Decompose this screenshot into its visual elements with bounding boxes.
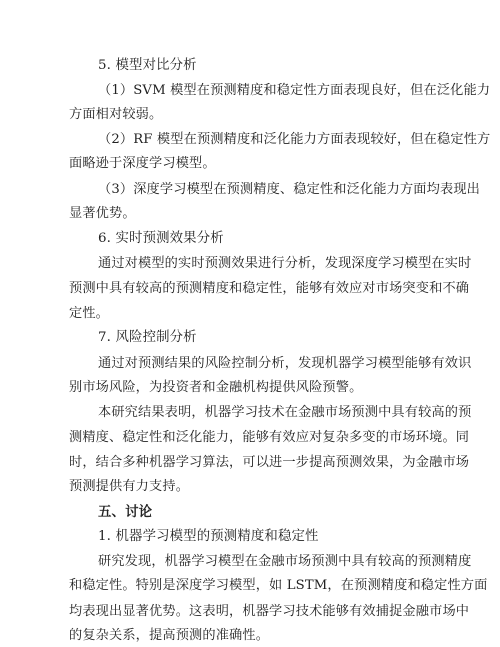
paragraph-line: 通过对模型的实时预测效果进行分析，发现深度学习模型在实时 bbox=[98, 256, 472, 272]
paragraph-line: （2）RF 模型在预测精度和泛化能力方面表现较好，但在稳定性方 bbox=[98, 132, 491, 147]
paragraph-line: 面略逊于深度学习模型。 bbox=[69, 156, 216, 172]
paragraph-line: 显著优势。 bbox=[69, 205, 136, 221]
paragraph-line: 研究发现，机器学习模型在金融市场预测中具有较高的预测精度 bbox=[98, 554, 472, 569]
chapter-heading: 五、讨论 bbox=[98, 504, 153, 521]
paragraph-line: （3）深度学习模型在预测精度、稳定性和泛化能力方面均表现出 bbox=[98, 181, 480, 197]
paragraph-line: 预测中具有较高的预测精度和稳定性，能够有效应对市场突变和不确 bbox=[69, 280, 470, 296]
paragraph-line: 测精度、稳定性和泛化能力，能够有效应对复杂多变的市场环境。同 bbox=[69, 429, 470, 445]
section-heading: 6. 实时预测效果分析 bbox=[98, 231, 224, 247]
paragraph-line: 通过对预测结果的风险控制分析，发现机器学习模型能够有效识 bbox=[98, 355, 472, 371]
paragraph-line: 本研究结果表明，机器学习技术在金融市场预测中具有较高的预 bbox=[98, 405, 472, 421]
paragraph-line: 方面相对较弱。 bbox=[69, 106, 163, 122]
section-heading: 7. 风险控制分析 bbox=[98, 330, 197, 346]
paragraph-line: 定性。 bbox=[69, 306, 110, 321]
paragraph-line: （1）SVM 模型在预测精度和稳定性方面表现良好，但在泛化能力 bbox=[98, 83, 491, 99]
paragraph-line: 预测提供有力支持。 bbox=[69, 479, 190, 495]
paragraph-line: 时，结合多种机器学习算法，可以进一步提高预测效果，为金融市场 bbox=[69, 454, 470, 470]
section-heading: 1. 机器学习模型的预测精度和稳定性 bbox=[98, 528, 319, 544]
paragraph-line: 的复杂关系，提高预测的准确性。 bbox=[69, 628, 270, 643]
paragraph-line: 别市场风险，为投资者和金融机构提供风险预警。 bbox=[69, 380, 363, 395]
paragraph-line: 均表现出显著优势。这表明，机器学习技术能够有效捕捉金融市场中 bbox=[69, 603, 470, 619]
section-heading: 5. 模型对比分析 bbox=[98, 58, 197, 73]
paragraph-line: 和稳定性。特别是深度学习模型，如 LSTM，在预测精度和稳定性方面 bbox=[69, 578, 488, 594]
